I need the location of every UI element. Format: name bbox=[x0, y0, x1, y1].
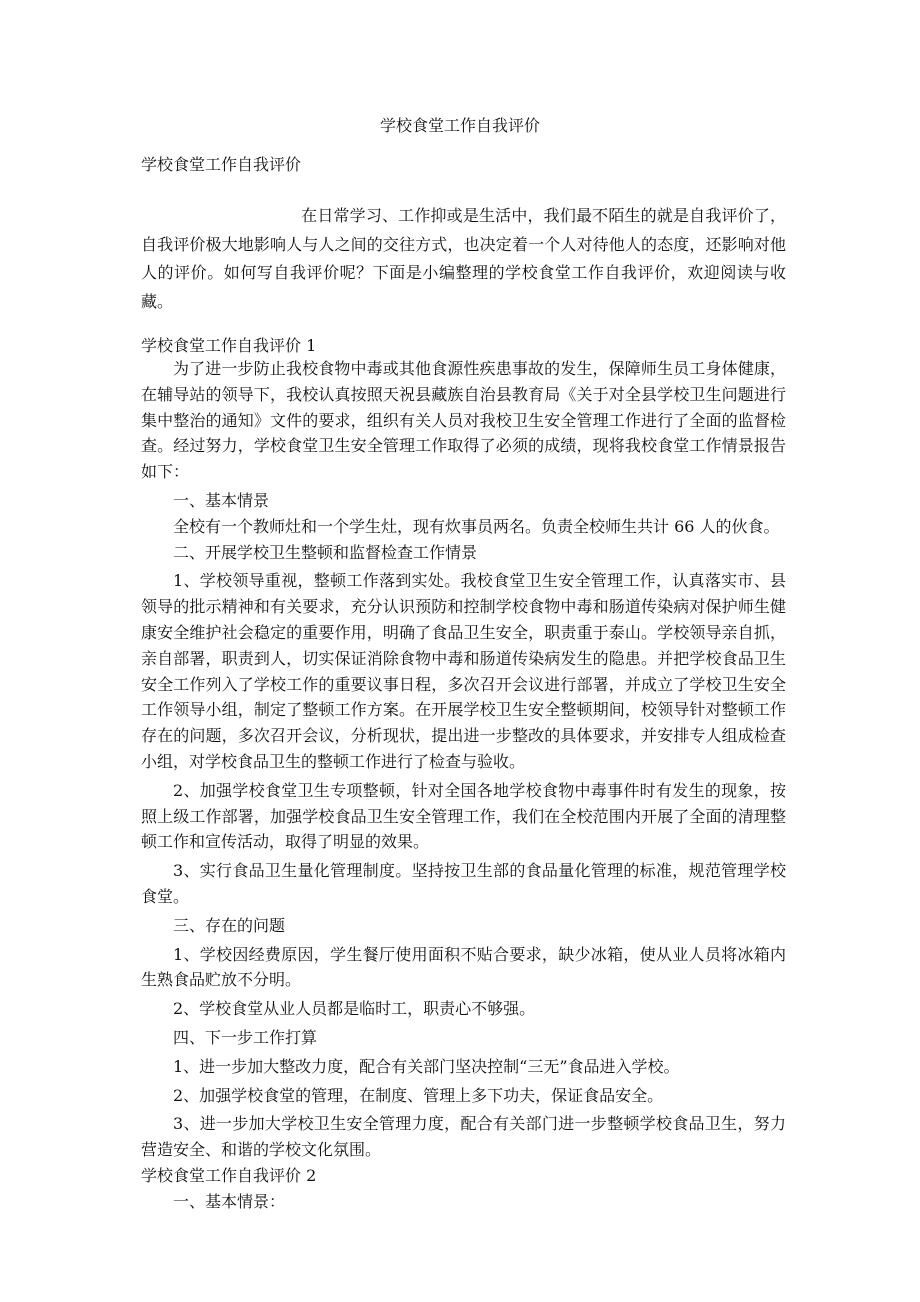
document-subtitle: 学校食堂工作自我评价 bbox=[141, 155, 302, 174]
intro-paragraph bbox=[141, 202, 786, 316]
section-1-body bbox=[141, 356, 786, 1215]
intro-text: 在日常学习、工作抑或是生活中，我们最不陌生的就是自我评价了，自我评价极大地影响人与人之间的交往方式，也决定着一个人对待他人的态度，还影响对他人的评价。如何写自我评价呢？下面是小编整理的学校食堂工作自我评价，欢迎阅读与收藏。 bbox=[141, 206, 786, 311]
paragraph-next-2: 2、加强学校食堂的管理，在制度、管理上多下功夫，保证食品安全。 bbox=[173, 1085, 664, 1105]
paragraph-problem-1: 1、学校因经费原因，学生餐厅使用面积不贴合要求，缺少冰箱，使从业人员将冰箱内生熟食品贮放不分明。 bbox=[141, 944, 786, 990]
paragraph-next-1: 1、进一步加大整改力度，配合有关部门坚决控制“三无”食品进入学校。 bbox=[173, 1056, 680, 1076]
section-1-heading: 学校食堂工作自我评价 1 bbox=[141, 336, 317, 355]
paragraph-work-3: 3、实行食品卫生量化管理制度。坚持按卫生部的食品量化管理的标准，规范管理学校食堂。 bbox=[141, 861, 786, 906]
paragraph-next-3: 3、进一步加大学校卫生安全管理力度，配合有关部门进一步整顿学校食品卫生，努力营造安全、和谐的学校文化氛围。 bbox=[141, 1114, 786, 1160]
document-title: 学校食堂工作自我评价 bbox=[379, 116, 540, 135]
heading-work-situation: 二、开展学校卫生整顿和监督检查工作情景 bbox=[173, 542, 478, 562]
heading-problems: 三、存在的问题 bbox=[173, 915, 286, 935]
paragraph-basic-situation: 全校有一个教师灶和一个学生灶，现有炊事员两名。负责全校师生共计 66 人的伙食。 bbox=[173, 516, 780, 536]
section-2-heading: 学校食堂工作自我评价 2 bbox=[141, 1165, 317, 1185]
paragraph-work-1: 1、学校领导重视，整顿工作落到实处。我校食堂卫生安全管理工作，认真落实市、县领导的批示精神和有关要求，充分认识预防和控制学校食物中毒和肠道传染病对保护师生健康安全维护社会稳定的重要作用，明确了食品卫生安全，职责重于泰山。学校领导亲自抓，亲自部署，职责到人，切实保证消除食物中毒和肠道传染病发生的隐患。并把学校食品卫生安全工作列入了学校工作的重要议事日程，多次召开会议进行部署，并成立了学校卫生安全工作领导小组，制定了整顿工作方案。在开展学校卫生安全整顿期间，校领导针对整顿工作存在的问题，多次召开会议，分析现状，提出进一步整改的具体要求，并安排专人组成检查小组，对学校食品卫生的整顿工作进行了检查与验收。 bbox=[141, 571, 786, 771]
section-2-heading-basic: 一、基本情景： bbox=[173, 1191, 286, 1211]
paragraph-work-2: 2、加强学校食堂卫生专项整顿，针对全国各地学校食物中毒事件时有发生的现象，按照上级工作部署，加强学校食品卫生安全管理工作，我们在全校范围内开展了全面的清理整顿工作和宣传活动，取得了明显的效果。 bbox=[141, 780, 786, 852]
heading-basic-situation: 一、基本情景 bbox=[173, 490, 270, 510]
heading-next-steps: 四、下一步工作打算 bbox=[173, 1027, 318, 1047]
paragraph-problem-2: 2、学校食堂从业人员都是临时工，职责心不够强。 bbox=[173, 999, 536, 1019]
section-1-intro-paragraph: 为了进一步防止我校食物中毒或其他食源性疾患事故的发生，保障师生员工身体健康，在辅导站的领导下，我校认真按照天祝县藏族自治县教育局《关于对全县学校卫生问题进行集中整治的通知》文件的要求，组织有关人员对我校卫生安全管理工作进行了全面的监督检查。经过努力，学校食堂卫生安全管理工作取得了必须的成绩，现将我校食堂工作情景报告如下： bbox=[141, 359, 786, 482]
